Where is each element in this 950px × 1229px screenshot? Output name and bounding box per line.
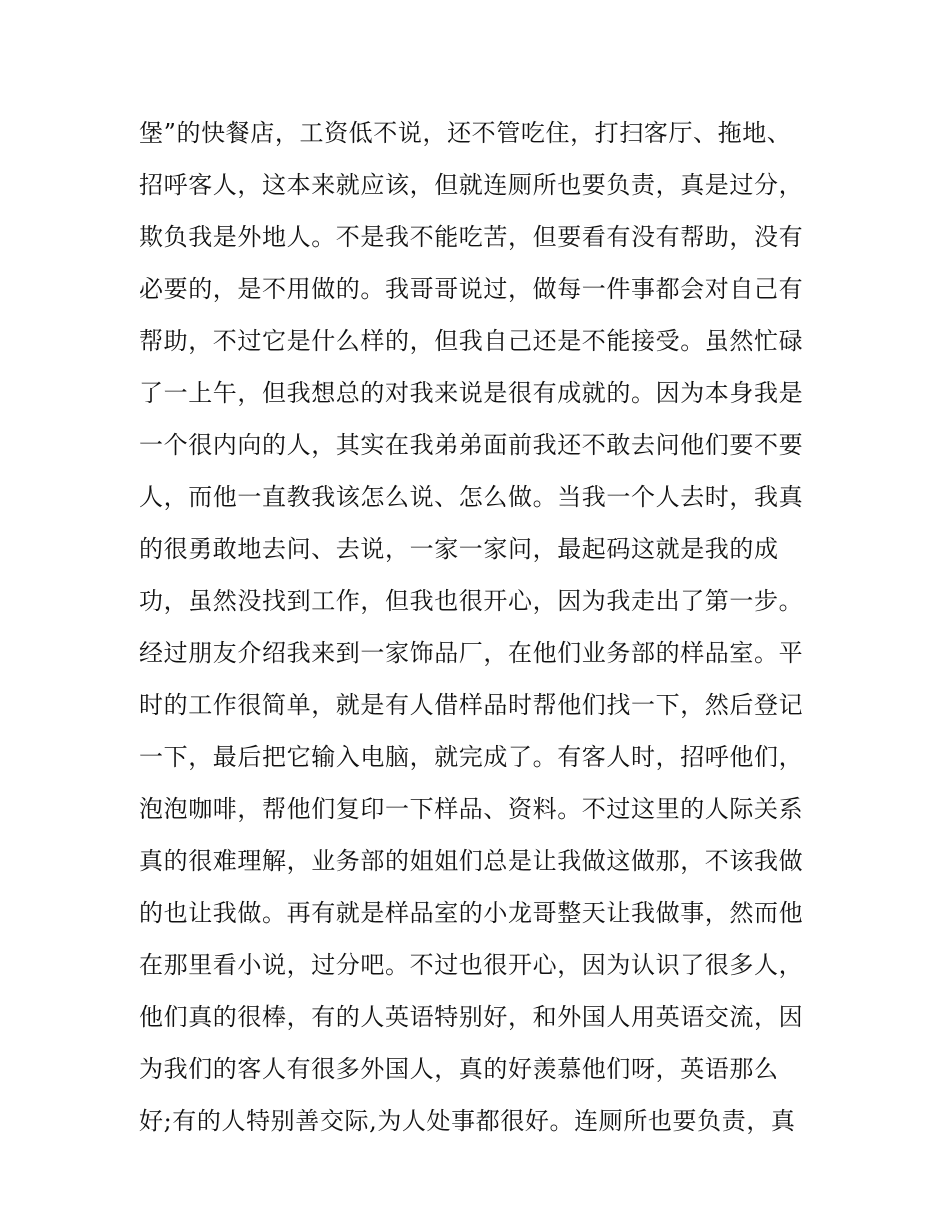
text-line: 为我们的客人有很多外国人，真的好羡慕他们呀，英语那么 <box>139 1055 779 1083</box>
body-text <box>139 107 829 1147</box>
text-line: 帮助，不过它是什么样的，但我自己还是不能接受。虽然忙碌 <box>139 327 804 355</box>
text-line: 他们真的很棒，有的人英语特别好，和外国人用英语交流，因 <box>139 1003 804 1031</box>
text-line: 经过朋友介绍我来到一家饰品厂，在他们业务部的样品室。平 <box>139 639 804 667</box>
text-line: 在那里看小说，过分吧。不过也很开心，因为认识了很多人， <box>139 951 804 979</box>
text-line: 功，虽然没找到工作，但我也很开心，因为我走出了第一步。 <box>139 587 804 615</box>
text-line: 必要的，是不用做的。我哥哥说过，做每一件事都会对自己有 <box>139 275 804 303</box>
text-line: 时的工作很简单，就是有人借样品时帮他们找一下，然后登记 <box>139 691 804 719</box>
text-line: 招呼客人，这本来就应该，但就连厕所也要负责，真是过分， <box>139 171 804 199</box>
text-line: 堡”的快餐店，工资低不说，还不管吃住，打扫客厅、拖地、 <box>139 119 792 147</box>
text-line: 人，而他一直教我该怎么说、怎么做。当我一个人去时，我真 <box>139 483 804 511</box>
text-line: 欺负我是外地人。不是我不能吃苦，但要看有没有帮助，没有 <box>139 223 804 251</box>
text-line: 泡泡咖啡，帮他们复印一下样品、资料。不过这里的人际关系 <box>139 795 804 823</box>
text-line: 的很勇敢地去问、去说，一家一家问，最起码这就是我的成 <box>139 535 779 563</box>
text-line: 一下，最后把它输入电脑，就完成了。有客人时，招呼他们， <box>139 743 804 771</box>
text-line: 好;有的人特别善交际,为人处事都很好。连厕所也要负责，真 <box>139 1107 796 1135</box>
text-line: 真的很难理解，业务部的姐姐们总是让我做这做那，不该我做 <box>139 847 804 875</box>
text-line: 的也让我做。再有就是样品室的小龙哥整天让我做事，然而他 <box>139 899 804 927</box>
text-line: 一个很内向的人，其实在我弟弟面前我还不敢去问他们要不要 <box>139 431 804 459</box>
text-line: 了一上午，但我想总的对我来说是很有成就的。因为本身我是 <box>139 379 804 407</box>
